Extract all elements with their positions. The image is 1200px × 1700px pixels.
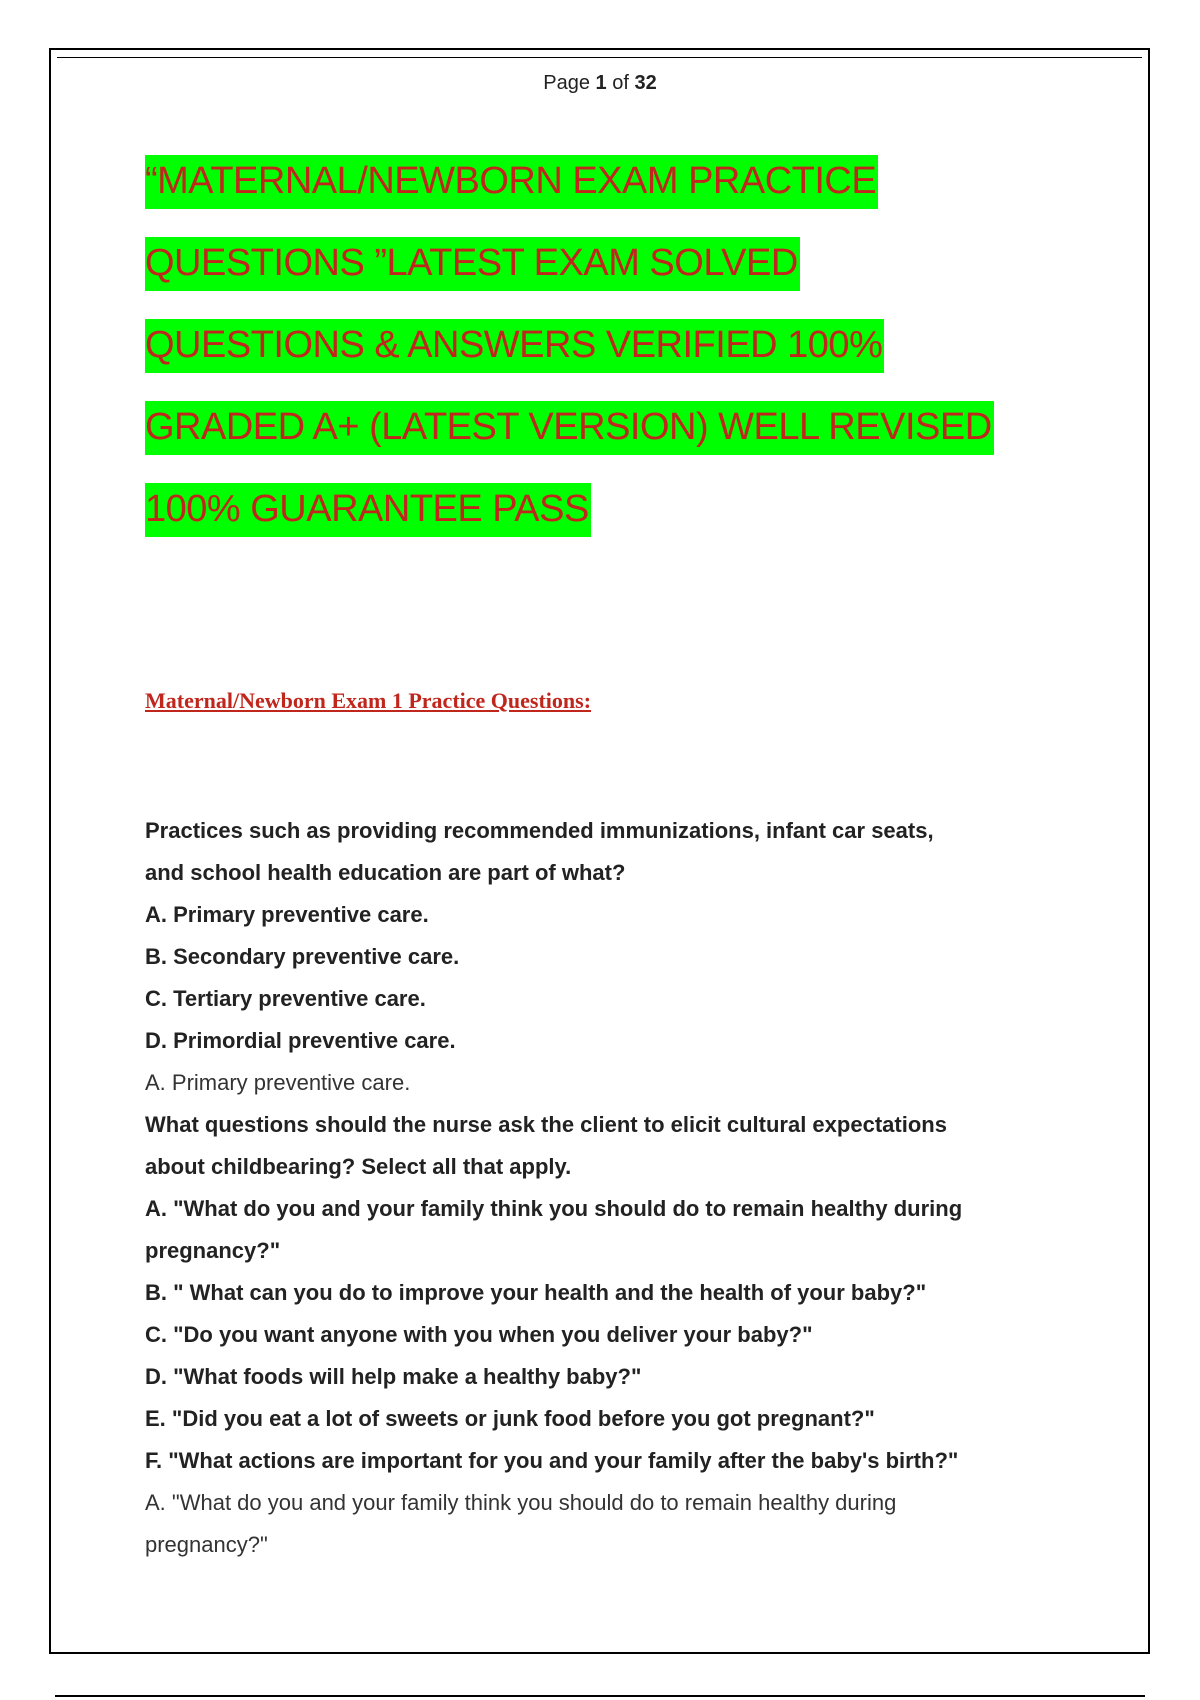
correct-answer: A. "What do you and your family think you should do to remain healthy during: [145, 1490, 897, 1515]
question-text: about childbearing? Select all that apply.: [145, 1154, 572, 1179]
page-label: Page: [543, 72, 590, 94]
question-text: Practices such as providing recommended immunizations, infant car seats,: [145, 818, 934, 843]
correct-answer: pregnancy?": [145, 1532, 268, 1557]
answer-option: E. "Did you eat a lot of sweets or junk food before you got pregnant?": [145, 1406, 875, 1431]
page-number: [0, 72, 1200, 95]
answer-option: D. "What foods will help make a healthy baby?": [145, 1364, 642, 1389]
page-of: of: [612, 72, 629, 94]
title-line: GRADED A+ (LATEST VERSION) WELL REVISED: [145, 386, 1065, 468]
answer-option: D. Primordial preventive care.: [145, 1028, 456, 1053]
answer-option: F. "What actions are important for you and your family after the baby's birth?": [145, 1448, 959, 1473]
title-line: 100% GUARANTEE PASS: [145, 468, 1065, 550]
section-heading: Maternal/Newborn Exam 1 Practice Questions:: [145, 688, 592, 713]
answer-option: pregnancy?": [145, 1238, 281, 1263]
question-text: What questions should the nurse ask the client to elicit cultural expectations: [145, 1112, 947, 1137]
answer-option: B. Secondary preventive care.: [145, 944, 460, 969]
title-line: QUESTIONS ”LATEST EXAM SOLVED: [145, 222, 1065, 304]
question-list: [145, 810, 1075, 1566]
frame-top-rule: [57, 57, 1142, 58]
answer-option: C. "Do you want anyone with you when you deliver your baby?": [145, 1322, 813, 1347]
bottom-rule: [55, 1695, 1145, 1697]
answer-option: A. Primary preventive care.: [145, 902, 429, 927]
answer-option: C. Tertiary preventive care.: [145, 986, 426, 1011]
answer-option: A. "What do you and your family think you should do to remain healthy during: [145, 1196, 963, 1221]
correct-answer: A. Primary preventive care.: [145, 1070, 411, 1095]
title-line: QUESTIONS & ANSWERS VERIFIED 100%: [145, 304, 1065, 386]
page-current: 1: [595, 72, 607, 94]
title-line: “MATERNAL/NEWBORN EXAM PRACTICE: [145, 140, 1065, 222]
answer-option: B. " What can you do to improve your health and the health of your baby?": [145, 1280, 927, 1305]
document-title: [145, 140, 1065, 550]
question-text: and school health education are part of what?: [145, 860, 626, 885]
page-total: 32: [634, 72, 657, 94]
